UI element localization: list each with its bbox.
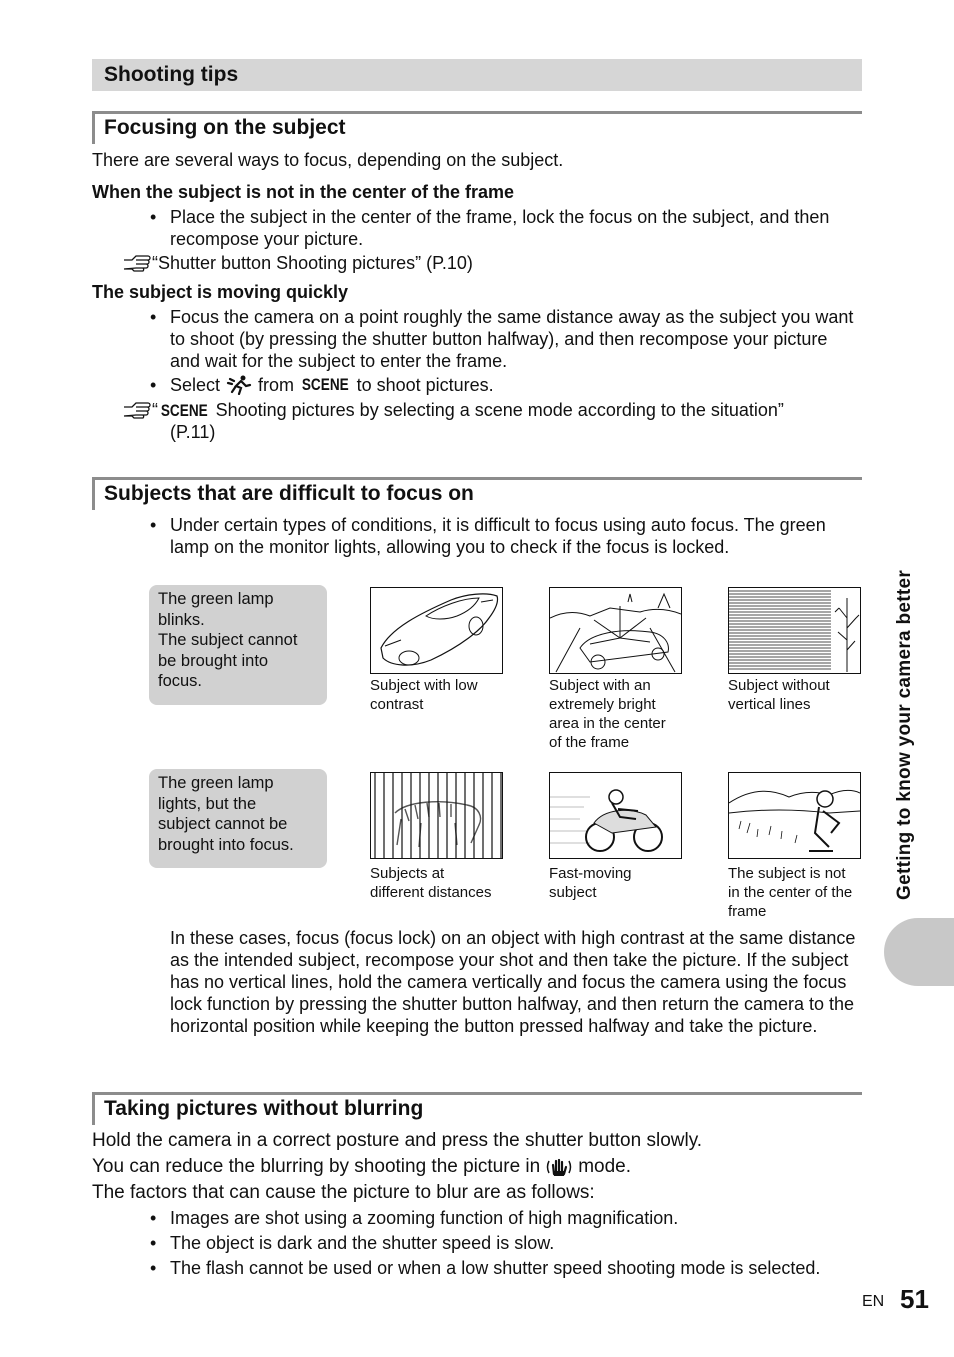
photo-bright-center-car	[549, 587, 682, 674]
not-center-reference	[122, 252, 473, 277]
digital-image-stabilization-icon	[545, 1157, 573, 1177]
open-quote: “	[152, 400, 158, 420]
caption-bright-area: Subject with an extremely bright area in the center of the frame	[549, 677, 666, 751]
blur-factor-3	[150, 1257, 862, 1279]
select-word: Select	[170, 375, 221, 395]
bullet-text: The flash cannot be used or when a low shutter speed shooting mode is selected.	[170, 1258, 821, 1278]
focusing-intro: There are several ways to focus, depending on the subject.	[92, 150, 564, 170]
photo-tiger-bars	[370, 772, 503, 859]
blur-factor-2	[150, 1232, 862, 1254]
difficult-paragraph: In these cases, focus (focus lock) on an object with high contrast at the same distance as the intended subject, recompose your shot and then take the picture. If the subject has no vertical lines, hold the camera vertically and focus the camera using the focus lock function by pressing the shutter button halfway, and then return the camera to the horizontal position while keeping the button pressed halfway and take the picture.	[170, 928, 856, 1036]
moving-bullet-2	[150, 374, 862, 398]
moving-bullet-1	[150, 306, 862, 372]
footer-language: EN	[862, 1293, 885, 1310]
heading-blurring	[92, 1092, 862, 1125]
bullet-dot: •	[150, 1233, 157, 1253]
bullet-text: Under certain types of conditions, it is difficult to focus using auto focus. The green lamp on the monitor lights, allowing you to check if the focus is locked.	[170, 515, 826, 557]
from-word: from	[258, 375, 295, 395]
bullet-dot: •	[150, 307, 157, 327]
blurring-line-1: Hold the camera in a correct posture and press the shutter button slowly.	[92, 1130, 703, 1151]
photo-low-contrast-car	[370, 587, 503, 674]
side-tab-marker	[884, 918, 954, 986]
section-title: Shooting tips	[104, 63, 239, 86]
caption-different-distances: Subjects at different distances	[370, 865, 492, 901]
bullet-text: The object is dark and the shutter speed is slow.	[170, 1233, 555, 1253]
bullet-dot: •	[150, 207, 157, 227]
sport-mode-icon	[226, 375, 252, 395]
caption-fast-moving: Fast-moving subject	[549, 865, 632, 901]
not-center-heading: When the subject is not in the center of the frame	[92, 182, 515, 202]
photo-motorcycle	[549, 772, 682, 859]
caption-no-vertical-lines: Subject without vertical lines	[728, 677, 830, 713]
blur-factor-1	[150, 1207, 862, 1229]
bullet-dot: •	[150, 1208, 157, 1228]
moving-ref-page: (P.11)	[170, 422, 216, 442]
caption-low-contrast: Subject with low contrast	[370, 677, 478, 713]
photo-off-center-person	[728, 772, 861, 859]
bullet-dot: •	[150, 515, 157, 535]
moving-reference	[122, 399, 862, 425]
moving-heading: The subject is moving quickly	[92, 282, 349, 302]
heading-difficult-text: Subjects that are difficult to focus on	[104, 482, 474, 505]
caption-not-in-center: The subject is not in the center of the frame	[728, 865, 853, 920]
section-title-bar	[92, 59, 862, 91]
not-center-ref-text: “Shutter button Shooting pictures” (P.10)	[152, 253, 473, 273]
bullet-text: Focus the camera on a point roughly the same distance away as the subject you want to shoot (by pressing the shutter button halfway), and then recompose your picture and wait for the subject to enter the frame.	[170, 307, 854, 371]
page-number: 51	[900, 1284, 929, 1314]
difficult-bullet	[150, 514, 862, 558]
blurring-line-2-mode: mode.	[578, 1156, 632, 1177]
reference-hand-icon	[122, 399, 152, 419]
photo-horizontal-lines	[728, 587, 861, 674]
side-tab-label: Getting to know your camera better	[894, 569, 915, 900]
bullet-dot: •	[150, 375, 157, 395]
green-lamp-blinks-box	[149, 585, 327, 705]
heading-focusing	[92, 111, 862, 144]
bullet-text: Place the subject in the center of the frame, lock the focus on the subject, and then recompose your picture.	[170, 207, 830, 249]
moving-ref-text: Shooting pictures by selecting a scene mode according to the situation”	[215, 400, 784, 420]
reference-hand-icon	[122, 252, 152, 272]
scene-mode-icon: SCENE	[160, 401, 208, 420]
heading-focusing-text: Focusing on the subject	[104, 116, 346, 139]
blurring-line-2	[92, 1156, 631, 1178]
green-lamp-lights-box	[149, 769, 327, 868]
box-text: The green lamp lights, but the subject cannot be brought into focus.	[158, 774, 294, 854]
bullet-text	[170, 374, 862, 396]
bullet-dot: •	[150, 1258, 157, 1278]
not-center-bullet	[150, 206, 862, 250]
bullet-text: Images are shot using a zooming function of high magnification.	[170, 1208, 679, 1228]
box-text: The green lamp blinks. The subject cannot be brought into focus.	[158, 590, 298, 690]
heading-blurring-text: Taking pictures without blurring	[104, 1097, 424, 1120]
blurring-line-3: The factors that can cause the picture to blur are as follows:	[92, 1182, 595, 1203]
scene-mode-icon: SCENE	[301, 375, 349, 394]
heading-difficult	[92, 477, 862, 510]
blurring-line-2-text: You can reduce the blurring by shooting the picture in	[92, 1156, 541, 1177]
to-shoot-text: to shoot pictures.	[356, 375, 494, 395]
